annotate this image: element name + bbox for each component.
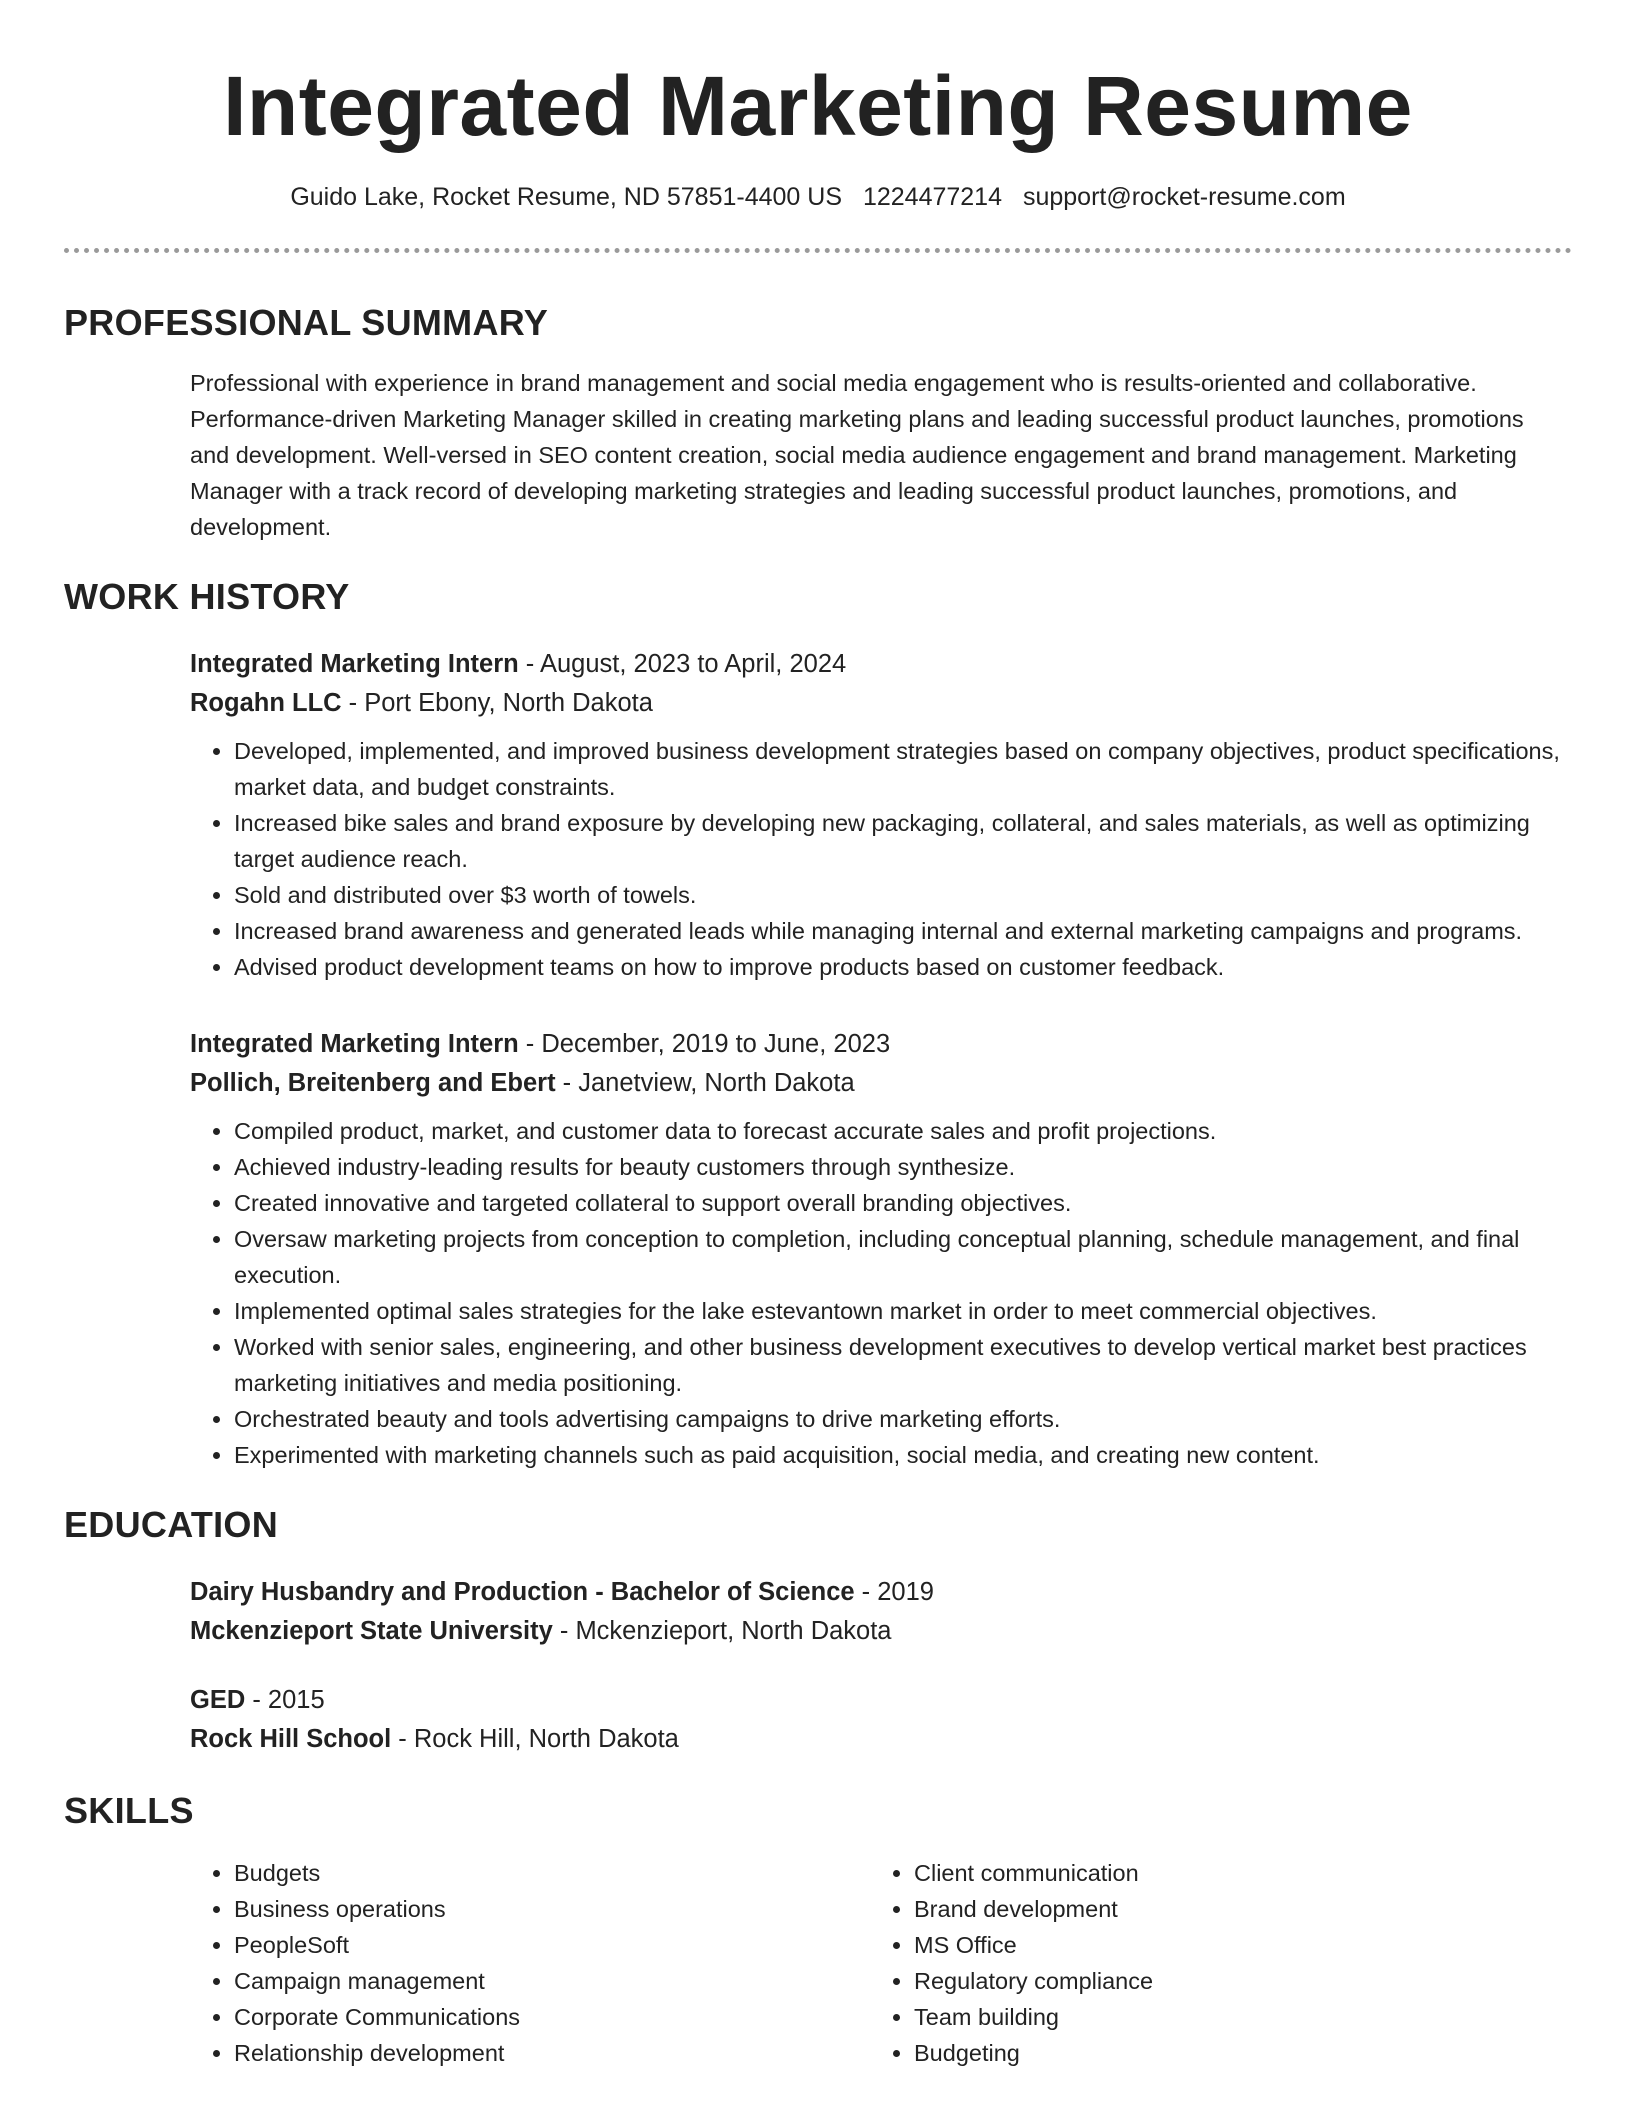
school-line bbox=[190, 1612, 1562, 1651]
job-location: - Janetview, North Dakota bbox=[555, 1069, 855, 1097]
skill-item: • Campaign management bbox=[234, 1963, 870, 1999]
job-bullet: • Developed, implemented, and improved business development strategies based on company objectives, product specifications, market data, and budget constraints. bbox=[234, 733, 1562, 805]
degree-line bbox=[190, 1681, 1562, 1720]
job-bullet: • Experimented with marketing channels such as paid acquisition, social media, and creating new content. bbox=[234, 1437, 1562, 1473]
job-dates: - August, 2023 to April, 2024 bbox=[518, 650, 847, 678]
job-bullet: • Oversaw marketing projects from conception to completion, including conceptual planning, schedule management, and final execution. bbox=[234, 1221, 1562, 1293]
skill-item: • Budgets bbox=[234, 1855, 870, 1891]
skill-item: • Client communication bbox=[914, 1855, 1514, 1891]
job-bullets bbox=[190, 733, 1562, 985]
skills-list-left bbox=[190, 1855, 870, 2071]
job-title: Integrated Marketing Intern bbox=[190, 1030, 519, 1058]
skill-item: • Corporate Communications bbox=[234, 1999, 870, 2035]
job-bullet: • Sold and distributed over $3 worth of towels. bbox=[234, 877, 1562, 913]
education-entry bbox=[190, 1573, 1562, 1651]
job-bullet: • Worked with senior sales, engineering, and other business development executives to develop vertical market best practices marketing initiatives and media positioning. bbox=[234, 1329, 1562, 1401]
work-entry bbox=[190, 645, 1562, 985]
job-bullet: • Increased bike sales and brand exposure by developing new packaging, collateral, and sales materials, as well as optimizing target audience reach. bbox=[234, 805, 1562, 877]
work-history-heading: WORK HISTORY bbox=[64, 576, 350, 617]
school: Mckenzieport State University bbox=[190, 1617, 553, 1645]
skill-item: • PeopleSoft bbox=[234, 1927, 870, 1963]
job-company: Rogahn LLC bbox=[190, 689, 342, 717]
summary-text: Professional with experience in brand management and social media engagement who is results-oriented and collaborative. Performance-driven Marketing Manager skilled in creating marketing plans and leading successful product launches, promotions and development. Well-versed in SEO content creation, social media audience engagement and brand management. Marketing Manager with a track record of developing marketing strategies and leading successful product launches, promotions, and development. bbox=[190, 370, 1524, 540]
job-company: Pollich, Breitenberg and Ebert bbox=[190, 1069, 556, 1097]
job-bullet: • Increased brand awareness and generated leads while managing internal and external marketing campaigns and programs. bbox=[234, 913, 1562, 949]
job-title-line bbox=[190, 645, 1562, 684]
degree-year: - 2015 bbox=[245, 1686, 325, 1714]
job-title: Integrated Marketing Intern bbox=[190, 650, 519, 678]
job-title-line bbox=[190, 1025, 1562, 1064]
summary-heading: PROFESSIONAL SUMMARY bbox=[64, 302, 549, 343]
work-entry bbox=[190, 1025, 1562, 1473]
resume-title: Integrated Marketing Resume bbox=[223, 59, 1413, 153]
contact-address: Guido Lake, Rocket Resume, ND 57851-4400 US bbox=[290, 183, 842, 211]
contact-email[interactable]: support@rocket-resume.com bbox=[1022, 183, 1346, 211]
skill-item: • Relationship development bbox=[234, 2035, 870, 2071]
job-dates: - December, 2019 to June, 2023 bbox=[518, 1030, 891, 1058]
job-company-line bbox=[190, 1064, 1562, 1103]
skills-heading: SKILLS bbox=[64, 1790, 194, 1831]
job-bullet: • Implemented optimal sales strategies for the lake estevantown market in order to meet commercial objectives. bbox=[234, 1293, 1562, 1329]
degree: GED bbox=[190, 1686, 246, 1714]
skills-columns bbox=[190, 1855, 1562, 2071]
school-line bbox=[190, 1720, 1562, 1759]
contact-line bbox=[64, 180, 1572, 214]
job-bullets bbox=[190, 1113, 1562, 1473]
education-entry bbox=[190, 1681, 1562, 1759]
job-bullet: • Orchestrated beauty and tools advertising campaigns to drive marketing efforts. bbox=[234, 1401, 1562, 1437]
skill-item: • Team building bbox=[914, 1999, 1514, 2035]
education-heading: EDUCATION bbox=[64, 1504, 279, 1545]
skills-list-right bbox=[870, 1855, 1514, 2071]
job-bullet: • Achieved industry-leading results for beauty customers through synthesize. bbox=[234, 1149, 1562, 1185]
skill-item: • Business operations bbox=[234, 1891, 870, 1927]
school: Rock Hill School bbox=[190, 1725, 392, 1753]
header-divider bbox=[64, 248, 1572, 253]
skill-item: • Brand development bbox=[914, 1891, 1514, 1927]
job-bullet: • Created innovative and targeted collateral to support overall branding objectives. bbox=[234, 1185, 1562, 1221]
skill-item: • Regulatory compliance bbox=[914, 1963, 1514, 1999]
degree-year: - 2019 bbox=[854, 1578, 934, 1606]
skill-item: • MS Office bbox=[914, 1927, 1514, 1963]
job-location: - Port Ebony, North Dakota bbox=[341, 689, 653, 717]
contact-phone: 1224477214 bbox=[862, 183, 1002, 211]
job-bullet: • Advised product development teams on how to improve products based on customer feedback. bbox=[234, 949, 1562, 985]
resume-page bbox=[64, 0, 1572, 2071]
school-location: - Rock Hill, North Dakota bbox=[391, 1725, 679, 1753]
job-company-line bbox=[190, 684, 1562, 723]
skill-item: • Budgeting bbox=[914, 2035, 1514, 2071]
job-bullet: • Compiled product, market, and customer data to forecast accurate sales and profit projections. bbox=[234, 1113, 1562, 1149]
degree-line bbox=[190, 1573, 1562, 1612]
degree: Dairy Husbandry and Production - Bachelor of Science bbox=[190, 1578, 855, 1606]
school-location: - Mckenzieport, North Dakota bbox=[552, 1617, 892, 1645]
